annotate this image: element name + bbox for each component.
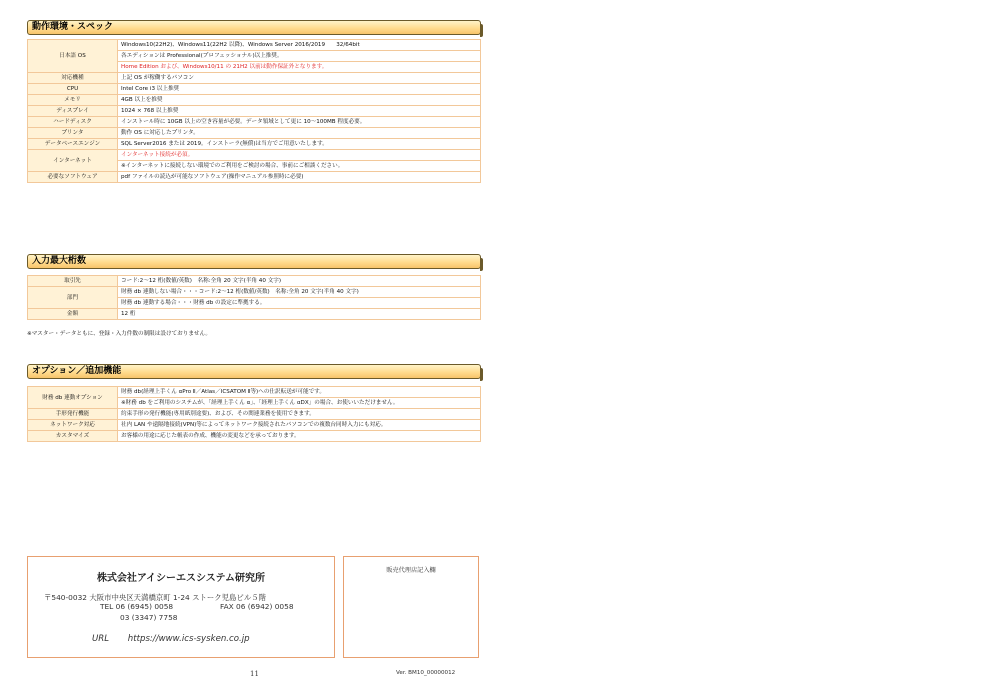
row-label: 手形発行機能	[28, 409, 118, 420]
table-row	[28, 117, 481, 128]
table-row	[28, 276, 481, 287]
table-row	[28, 128, 481, 139]
zaimu-label: 財務 db 連動オプション	[28, 387, 118, 409]
row-value: インストール時に 10GB 以上の空き容量が必要。データ領域として更に 10～100MB 程度必要。	[118, 117, 481, 128]
table-row	[28, 431, 481, 442]
row-value: お客様の用途に応じた帳表の作成、機能の変更などを承っております。	[118, 431, 481, 442]
os-line-1: Windows10(22H2)、Windows11(22H2 以降)、Windows Server 2016/2019 32/64bit	[118, 40, 481, 51]
row-label: ハードディスク	[28, 117, 118, 128]
company-url-line	[92, 634, 250, 644]
agent-title: 販売代理店記入欄	[386, 567, 436, 574]
row-value: 動作 OS に対応したプリンタ。	[118, 128, 481, 139]
row-label: カスタマイズ	[28, 431, 118, 442]
table-row	[28, 150, 481, 161]
table-row	[28, 287, 481, 298]
row-value: 約束手形の発行機能(専用紙別途要)、および、その関連業務を使用できます。	[118, 409, 481, 420]
row-value: Intel Core i3 以上推奨	[118, 84, 481, 95]
company-box	[27, 556, 335, 658]
amount-label: 金額	[28, 309, 118, 320]
row-value: 4GB 以上を推奨	[118, 95, 481, 106]
page-number: 11	[250, 670, 259, 678]
table-row	[28, 387, 481, 398]
zaimu-line-1: 財務 db(経理上手くん αPro Ⅱ／Atlas／ICSATOM Ⅱ等)への仕訳転送が可能です。	[118, 387, 481, 398]
row-value: 上記 OS が稼働するパソコン	[118, 73, 481, 84]
software-value: pdf ファイルの読込が可能なソフトウェア(操作マニュアル参照時に必要)	[118, 172, 481, 183]
row-label: 対応機種	[28, 73, 118, 84]
dept-line-2: 財務 db 連動する場合・・・財務 db の設定に準拠する。	[118, 298, 481, 309]
digits-note: ※マスター・データともに、登録・入力件数の制限は設けておりません。	[27, 331, 212, 337]
row-value: 1024 × 768 以上推奨	[118, 106, 481, 117]
row-label: メモリ	[28, 95, 118, 106]
url-label: URL	[92, 634, 110, 644]
section-header-env	[27, 20, 481, 35]
amount-value: 12 桁	[118, 309, 481, 320]
env-spec-table	[27, 39, 481, 183]
agent-box	[343, 556, 479, 658]
table-row	[28, 172, 481, 183]
row-label: ネットワーク対応	[28, 420, 118, 431]
os-label: 日本語 OS	[28, 40, 118, 73]
row-label: プリンタ	[28, 128, 118, 139]
table-row	[28, 84, 481, 95]
options-table	[27, 386, 481, 442]
row-value: 社内 LAN や遠隔地接続(VPN)等によってネットワーク接続されたパソコンでの複数台同時入力にも対応。	[118, 420, 481, 431]
section-header-options	[27, 364, 481, 379]
row-label: データベースエンジン	[28, 139, 118, 150]
company-name: 株式会社アイシーエスシステム研究所	[96, 573, 266, 584]
software-label: 必要なソフトウェア	[28, 172, 118, 183]
internet-label: インターネット	[28, 150, 118, 172]
section-title-options: オプション／追加機能	[32, 366, 122, 376]
table-row	[28, 95, 481, 106]
company-address: 〒540-0032 大阪市中央区天満橋京町 1-24 ストーク児島ビル５階	[44, 593, 266, 602]
client-value: コード:2～12 桁(数値/英数) 名称:全角 20 文字(半角 40 文字)	[118, 276, 481, 287]
zaimu-line-2: ※財務 db をご利用のシステムが、「経理上手くん α」、「経理上手くん αDX」の場合、お使いいただけません。	[118, 398, 481, 409]
internet-line-1: インターネット接続が必須。	[118, 150, 481, 161]
dept-line-1: 財務 db 連動しない場合・・・コード:2～12 桁(数値/英数) 名称:全角 20 文字(半角 40 文字)	[118, 287, 481, 298]
digits-table	[27, 275, 481, 320]
table-row	[28, 420, 481, 431]
table-row	[28, 409, 481, 420]
section-title-digits: 入力最大桁数	[32, 256, 87, 266]
version-label: Ver. BM10_00000012	[396, 670, 456, 676]
company-tel-2: 03 (3347) 7758	[120, 613, 178, 622]
company-url-link[interactable]: https://www.ics-sysken.co.jp	[127, 634, 250, 644]
table-row	[28, 40, 481, 51]
company-fax: FAX 06 (6942) 0058	[220, 602, 294, 611]
os-line-2: 各エディションは Professional(プロフェッショナル)以上推奨。	[118, 51, 481, 62]
section-title-env: 動作環境・スペック	[32, 22, 114, 32]
client-label: 取引先	[28, 276, 118, 287]
table-row	[28, 309, 481, 320]
row-value: SQL Server2016 または 2019。インストーラ(無償)は当方でご用意いたします。	[118, 139, 481, 150]
table-row	[28, 73, 481, 84]
row-label: ディスプレイ	[28, 106, 118, 117]
os-line-3: Home Edition および、Windows10/11 の 21H2 以前は動作保証外となります。	[118, 62, 481, 73]
company-tel: TEL 06 (6945) 0058	[100, 602, 174, 611]
table-row	[28, 106, 481, 117]
dept-label: 部門	[28, 287, 118, 309]
table-row	[28, 139, 481, 150]
section-header-digits	[27, 254, 481, 269]
row-label: CPU	[28, 84, 118, 95]
internet-line-2: ※インターネットに接続しない環境でのご利用をご検討の場合、事前にご相談ください。	[118, 161, 481, 172]
